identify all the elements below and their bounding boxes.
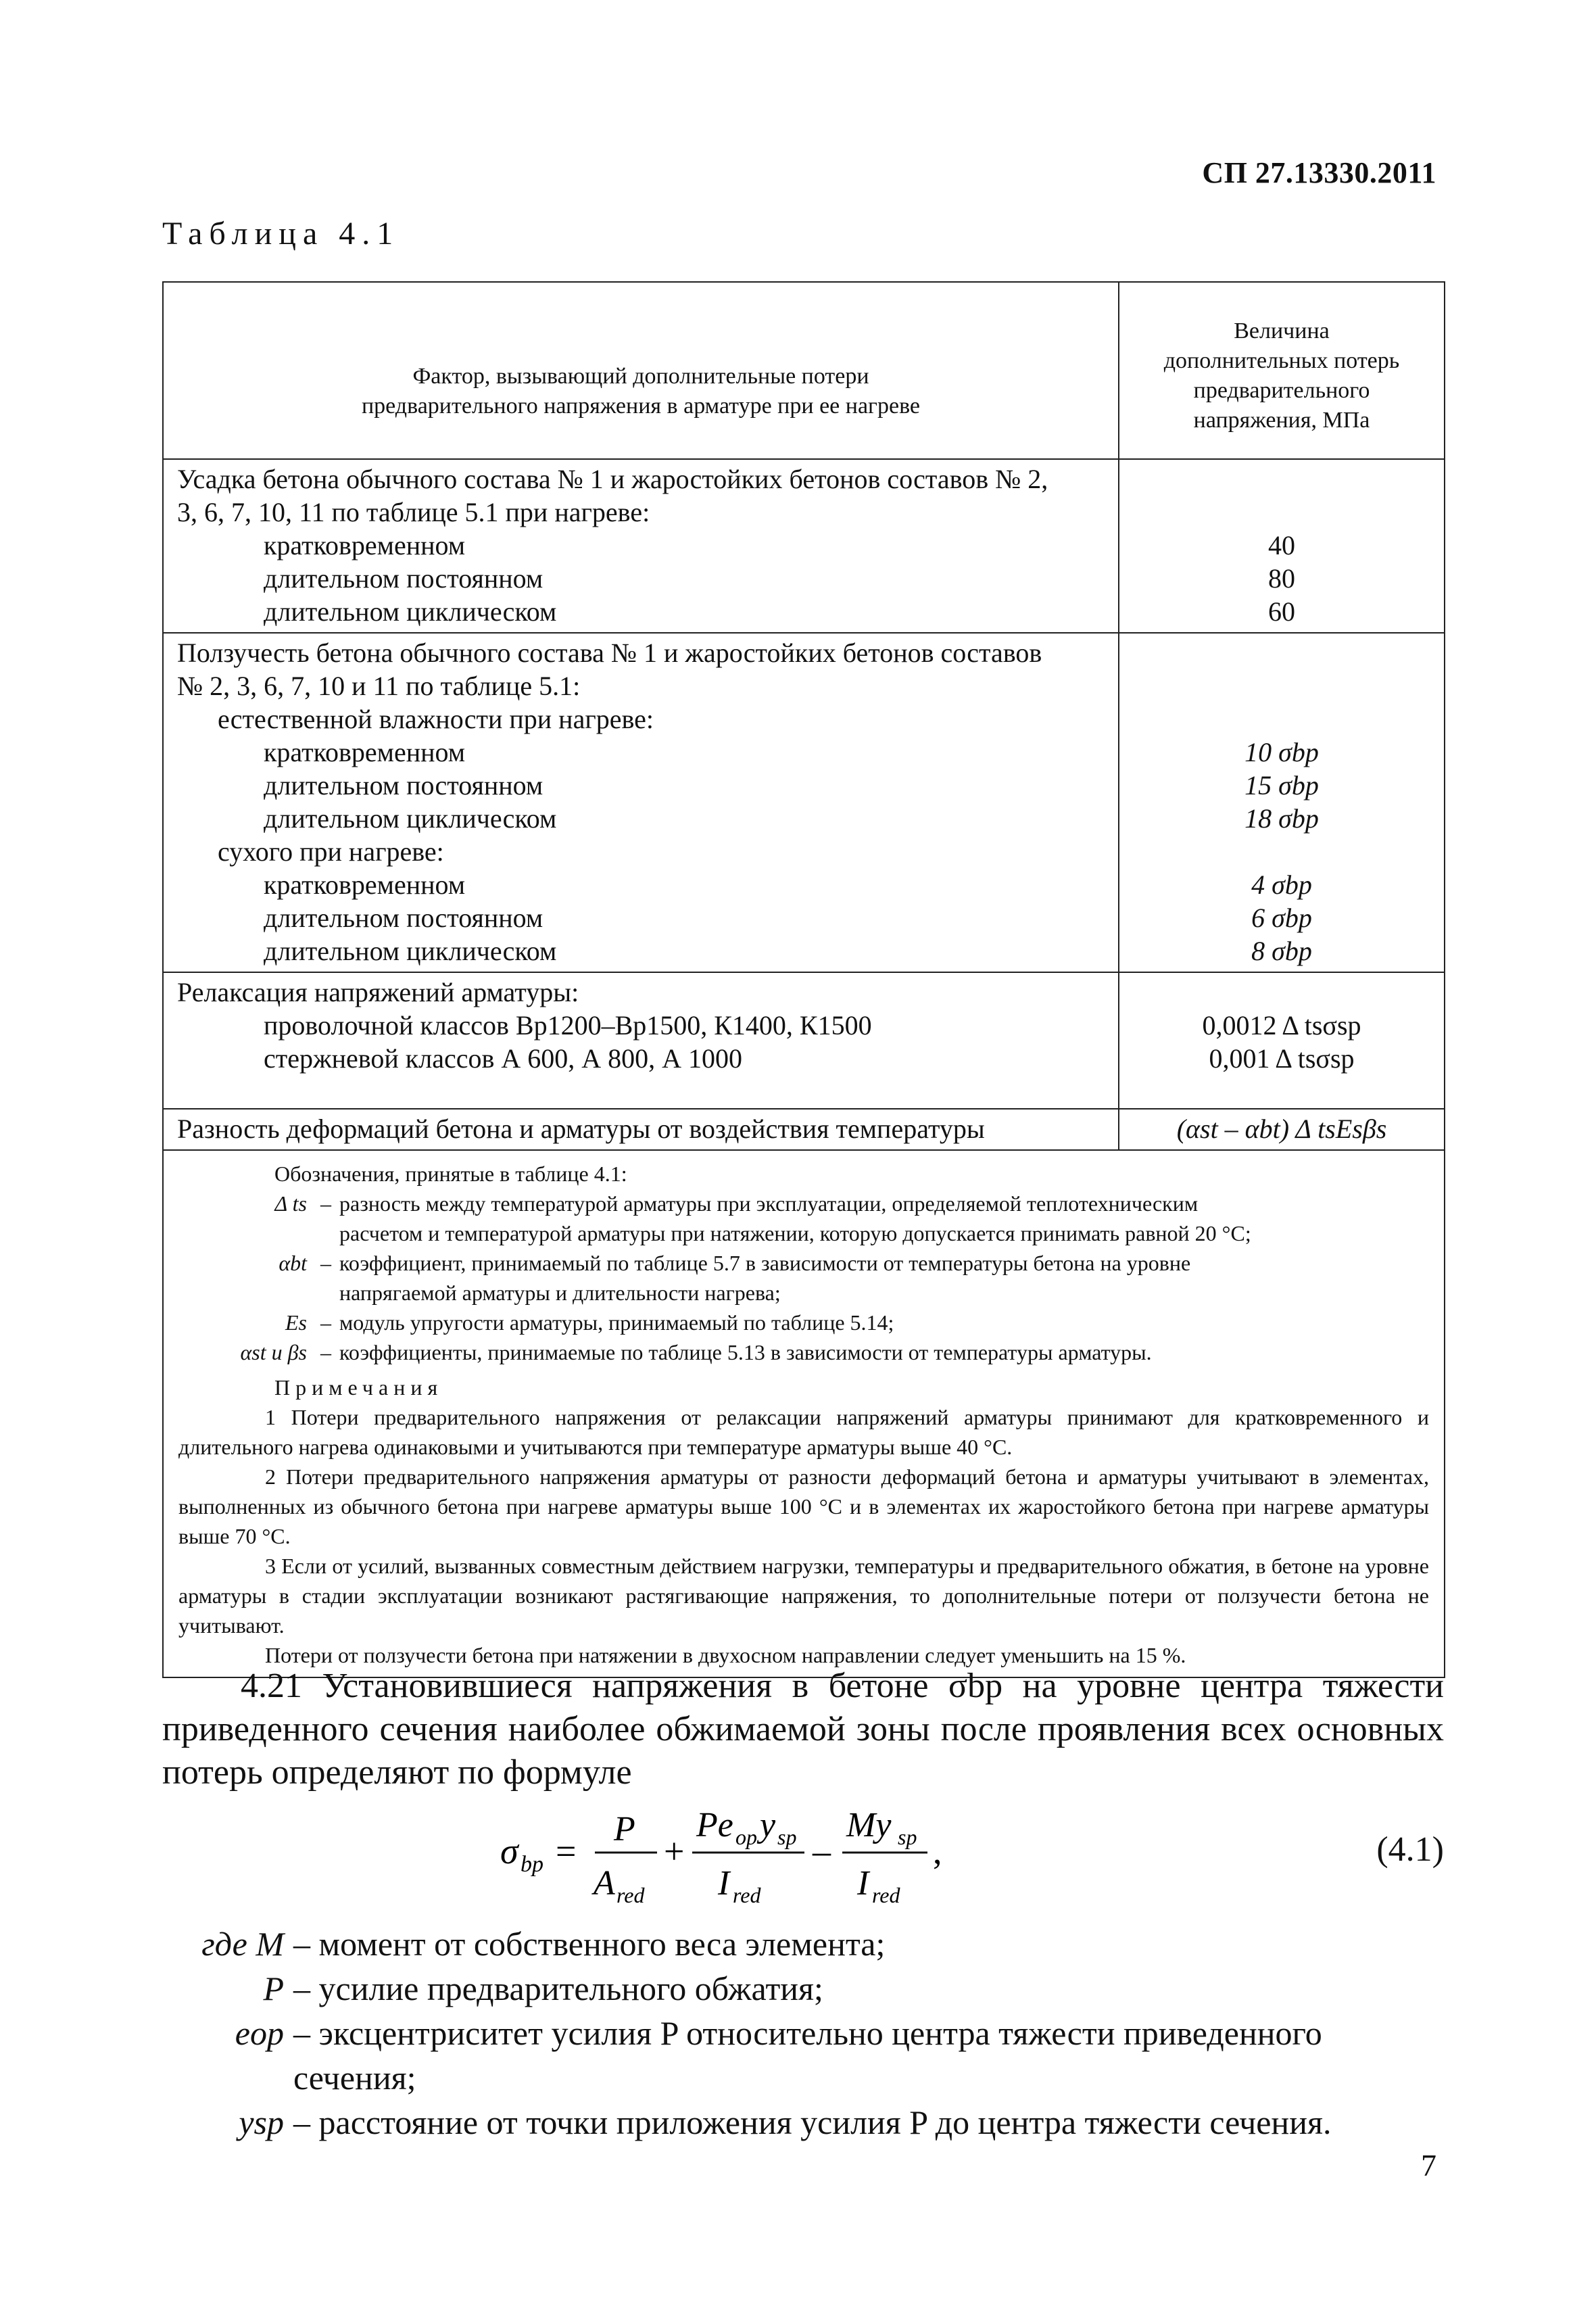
document-code: СП 27.13330.2011 [1202, 156, 1436, 189]
legend-item: αst и βs – коэффициенты, принимаемые по таблице 5.13 в зависимости от температуры арматуры. [240, 1340, 1152, 1364]
table-caption: Таблица 4.1 [162, 216, 400, 252]
table-notes-row: Обозначения, принятые в таблице 4.1: Δ ts – разность между температурой арматуры при эксплуатации, определяемой теплотехническим расчетом и температурой арматуры при натяжении, которую допускается принимать равной 20 °С; αbt – коэффициент, принимаемый по таблице 5.7 в зависимости от температуры бетона на уровне напрягаемой арматуры и длительности нагрева; Es – модуль упругости арматуры, принимаемый по таблице 5.14; αst и βs – коэффициенты, принимаемые по таблице 5.13 в зависимости от температуры арматуры. Примечания 1 Потери предварительного напряжения от релаксации напряжений арматуры принимают для кратковременного и длительного нагрева одинаковыми и учитываются при температуре арматуры выше 40 °С. 2 Потери предварительного напряжения арматуры от разности деформаций бетона и арматуры учитывают в элементах, выполненных из обычного бетона при нагреве арматуры выше 100 °С и в элементах их жаростойкого бетона при нагреве арматуры выше 70 °С. 3 Если от усилий, вызванных совместным действием нагрузки, температуры и предварительного обжатия, в бетоне на уровне арматуры в стадии эксплуатации возникают растягивающие напряжения, то дополнительные потери от ползучести бетона не учитывают. Потери от ползучести бетона при натяжении в двухосном направлении следует уменьшить на 15 %. [163, 1150, 1445, 1677]
svg-text:,: , [933, 1831, 942, 1871]
legend-item: Es – модуль упругости арматуры, принимаемый по таблице 5.14; [285, 1310, 894, 1335]
table-header-factor: Фактор, вызывающий дополнительные потери предварительного напряжения в арматуре при ее нагреве [163, 282, 1119, 459]
note-paragraph: 3 Если от усилий, вызванных совместным действием нагрузки, температуры и предварительного обжатия, в бетоне на уровне арматуры в стадии эксплуатации возникают растягивающие напряжения, то дополнительные потери от ползучести бетона не учитывают. [178, 1554, 1429, 1638]
legend-title: Обозначения, принятые в таблице 4.1: [274, 1162, 627, 1186]
svg-text:A: A [594, 1864, 615, 1903]
svg-text:=: = [556, 1831, 577, 1871]
svg-text:red: red [872, 1883, 900, 1907]
svg-text:–: – [813, 1831, 831, 1871]
svg-text:sp: sp [777, 1825, 797, 1849]
note-paragraph: 2 Потери предварительного напряжения арматуры от разности деформаций бетона и арматуры учитывают в элементах, выполненных из обычного бетона при нагреве арматуры выше 100 °С и в элементах их жаростойкого бетона при нагреве арматуры выше 70 °С. [178, 1464, 1429, 1548]
definition-item: P – усилие предварительного обжатия; [263, 1970, 823, 2007]
legend-item: Δ ts – разность между температурой арматуры при эксплуатации, определяемой теплотехническим [274, 1191, 1199, 1216]
svg-text:red: red [733, 1883, 761, 1907]
svg-text:Pe: Pe [696, 1806, 733, 1844]
definition-item: где M – момент от собственного веса элемента; [201, 1925, 886, 1963]
formula-4-1 [500, 1798, 1444, 1913]
svg-text:sp: sp [898, 1825, 917, 1849]
table-row-shrinkage: Усадка бетона обычного состава № 1 и жаростойких бетонов составов № 2, 3, 6, 7, 10, 11 по таблице 5.1 при нагреве: кратковременном длительном постоянном длительном циклическом 40 80 60 [163, 459, 1445, 633]
formula-definitions [162, 1922, 1444, 2145]
definition-item: eop – эксцентриситет усилия P относительно центра тяжести приведенного сечения; [235, 2014, 1322, 2097]
svg-text:My: My [846, 1806, 892, 1844]
svg-text:σ: σ [500, 1831, 518, 1871]
svg-text:op: op [735, 1825, 757, 1849]
definition-item: ysp – расстояние от точки приложения усилия P до центра тяжести сечения. [239, 2103, 1332, 2141]
losses-table [162, 281, 1444, 1678]
note-paragraph: Потери от ползучести бетона при натяжении в двухосном направлении следует уменьшить на 15 %. [265, 1643, 1186, 1667]
table-row-deformation: Разность деформаций бетона и арматуры от воздействия температуры (αst – αbt) Δ tsEsβs [163, 1109, 1445, 1150]
section-paragraph: 4.21 Установившиеся напряжения в бетоне σbp на уровне центра тяжести приведенного сечения наиболее обжимаемой зоны после проявления всех основных потерь определяют по формуле [162, 1667, 1444, 1792]
svg-text:red: red [616, 1883, 645, 1907]
table-row-relaxation: Релаксация напряжений арматуры: проволочной классов Вр1200–Вр1500, К1400, К1500 стержневой классов А 600, А 800, А 1000 0,0012 Δ tsσsp 0,001 Δ tsσsp [163, 972, 1445, 1109]
table-header-value: Величина дополнительных потерь предварительного напряжения, МПа [1119, 282, 1445, 459]
svg-text:I: I [718, 1864, 730, 1903]
svg-text:bp: bp [521, 1852, 543, 1877]
formula-number: (4.1) [1376, 1830, 1444, 1869]
svg-text:P: P [614, 1810, 635, 1848]
svg-text:+: + [664, 1831, 685, 1871]
formula-graphic [500, 1798, 1244, 1913]
note-paragraph: 1 Потери предварительного напряжения от релаксации напряжений арматуры принимают для кратковременного и длительного нагрева одинаковыми и учитываются при температуре арматуры выше 40 °С. [178, 1405, 1429, 1459]
legend-item: αbt – коэффициент, принимаемый по таблице 5.7 в зависимости от температуры бетона на уровне [279, 1251, 1191, 1275]
svg-text:I: I [857, 1864, 869, 1903]
table-row-creep: Ползучесть бетона обычного состава № 1 и жаростойких бетонов составов № 2, 3, 6, 7, 10 и 11 по таблице 5.1: естественной влажности при нагреве: кратковременном длительном постоянном длительном циклическом сухого при нагреве: кратковременном длительном постоянном длительном циклическом 10 σbp 15 σbp 18 σbp 4 σbp 6 σbp 8 σbp [163, 633, 1445, 972]
page-number: 7 [1421, 2148, 1436, 2182]
notes-title: Примечания [274, 1375, 443, 1400]
svg-text:y: y [760, 1806, 776, 1844]
